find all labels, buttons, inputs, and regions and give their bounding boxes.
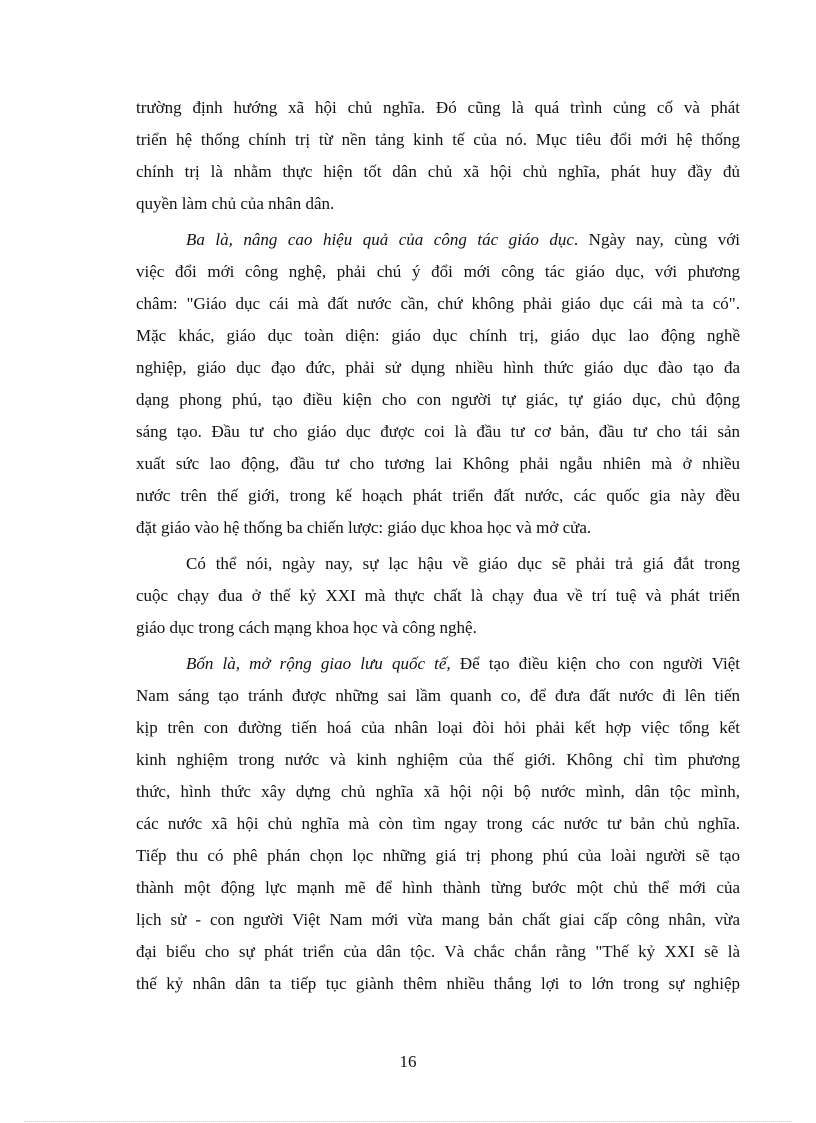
text-line: quyền làm chủ của nhân dân. — [136, 194, 335, 213]
text-line: dạng phong phú, tạo điều kiện cho con người tự giác, tự giáo dục, chủ động — [136, 390, 740, 409]
paragraph — [136, 92, 740, 220]
text-line: sáng tạo. Đầu tư cho giáo dục được coi là đầu tư cơ bản, đầu tư cho tái sản — [136, 422, 740, 441]
text-line: lịch sử - con người Việt Nam mới vừa mang bản chất giai cấp công nhân, vừa — [136, 910, 740, 929]
section-lead-italic: Ba là, nâng cao hiệu quả của công tác giáo dục — [186, 230, 574, 249]
section-lead-italic: Bốn là, mở rộng giao lưu quốc tế, — [186, 654, 451, 673]
text-line: giáo dục trong cách mạng khoa học và công nghệ. — [136, 618, 477, 637]
text-line: triển hệ thống chính trị từ nền tảng kinh tế của nó. Mục tiêu đổi mới hệ thống — [136, 130, 740, 149]
text-line: trường định hướng xã hội chủ nghĩa. Đó cũng là quá trình củng cố và phát — [136, 98, 740, 117]
document-body — [136, 92, 740, 1000]
text-line — [136, 224, 740, 256]
text-line: cuộc chạy đua ở thế kỷ XXI mà thực chất là chạy đua về trí tuệ và phát triển — [136, 586, 740, 605]
paragraph — [136, 224, 740, 544]
text-line: kịp trên con đường tiến hoá của nhân loại đòi hỏi phải kết hợp việc tổng kết — [136, 718, 740, 737]
text-run: Để tạo điều kiện cho con người Việt — [450, 654, 740, 673]
text-line: thành một động lực mạnh mẽ để hình thành từng bước một chủ thể mới của — [136, 878, 740, 897]
page-number: 16 — [399, 1052, 417, 1071]
text-run: . Ngày nay, cùng với — [573, 230, 740, 249]
text-line: Nam sáng tạo tránh được những sai lầm quanh co, để đưa đất nước đi lên tiến — [136, 686, 740, 705]
text-line: châm: "Giáo dục cái mà đất nước cần, chứ không phải giáo dục cái mà ta có". — [136, 294, 740, 313]
text-line: Có thể nói, ngày nay, sự lạc hậu về giáo dục sẽ phải trả giá đắt trong — [186, 554, 740, 573]
text-line: thế kỷ nhân dân ta tiếp tục giành thêm nhiều thắng lợi to lớn trong sự nghiệp — [136, 974, 740, 993]
text-line: Tiếp thu có phê phán chọn lọc những giá trị phong phú của loài người sẽ tạo — [136, 846, 740, 865]
text-line: đại biểu cho sự phát triển của dân tộc. Và chắc chắn rằng "Thế kỷ XXI sẽ là — [136, 942, 740, 961]
text-line: Mặc khác, giáo dục toàn diện: giáo dục chính trị, giáo dục lao động nghề — [136, 326, 740, 345]
paragraph — [136, 648, 740, 1000]
paragraph — [136, 548, 740, 644]
text-line: xuất sức lao động, đầu tư cho tương lai Không phải ngẫu nhiên mà ở nhiều — [136, 454, 740, 473]
text-line: chính trị là nhằm thực hiện tốt dân chủ xã hội chủ nghĩa, phát huy đầy đủ — [136, 162, 740, 181]
text-line: các nước xã hội chủ nghĩa mà còn tìm ngay trong các nước tư bản chủ nghĩa. — [136, 814, 740, 833]
text-line: thức, hình thức xây dựng chủ nghĩa xã hội nội bộ nước mình, dân tộc mình, — [136, 782, 740, 801]
text-line: đặt giáo vào hệ thống ba chiến lược: giáo dục khoa học và mở cửa. — [136, 518, 592, 537]
page-bottom-divider — [24, 1121, 792, 1122]
text-line: việc đổi mới công nghệ, phải chú ý đổi mới công tác giáo dục, với phương — [136, 262, 740, 281]
text-line: nghiệp, giáo dục đạo đức, phải sử dụng nhiều hình thức giáo dục đào tạo đa — [136, 358, 740, 377]
text-line: kinh nghiệm trong nước và kinh nghiệm của thế giới. Không chỉ tìm phương — [136, 750, 740, 769]
text-line — [136, 648, 740, 680]
text-line: nước trên thế giới, trong kế hoạch phát triển đất nước, các quốc gia này đều — [136, 486, 740, 505]
